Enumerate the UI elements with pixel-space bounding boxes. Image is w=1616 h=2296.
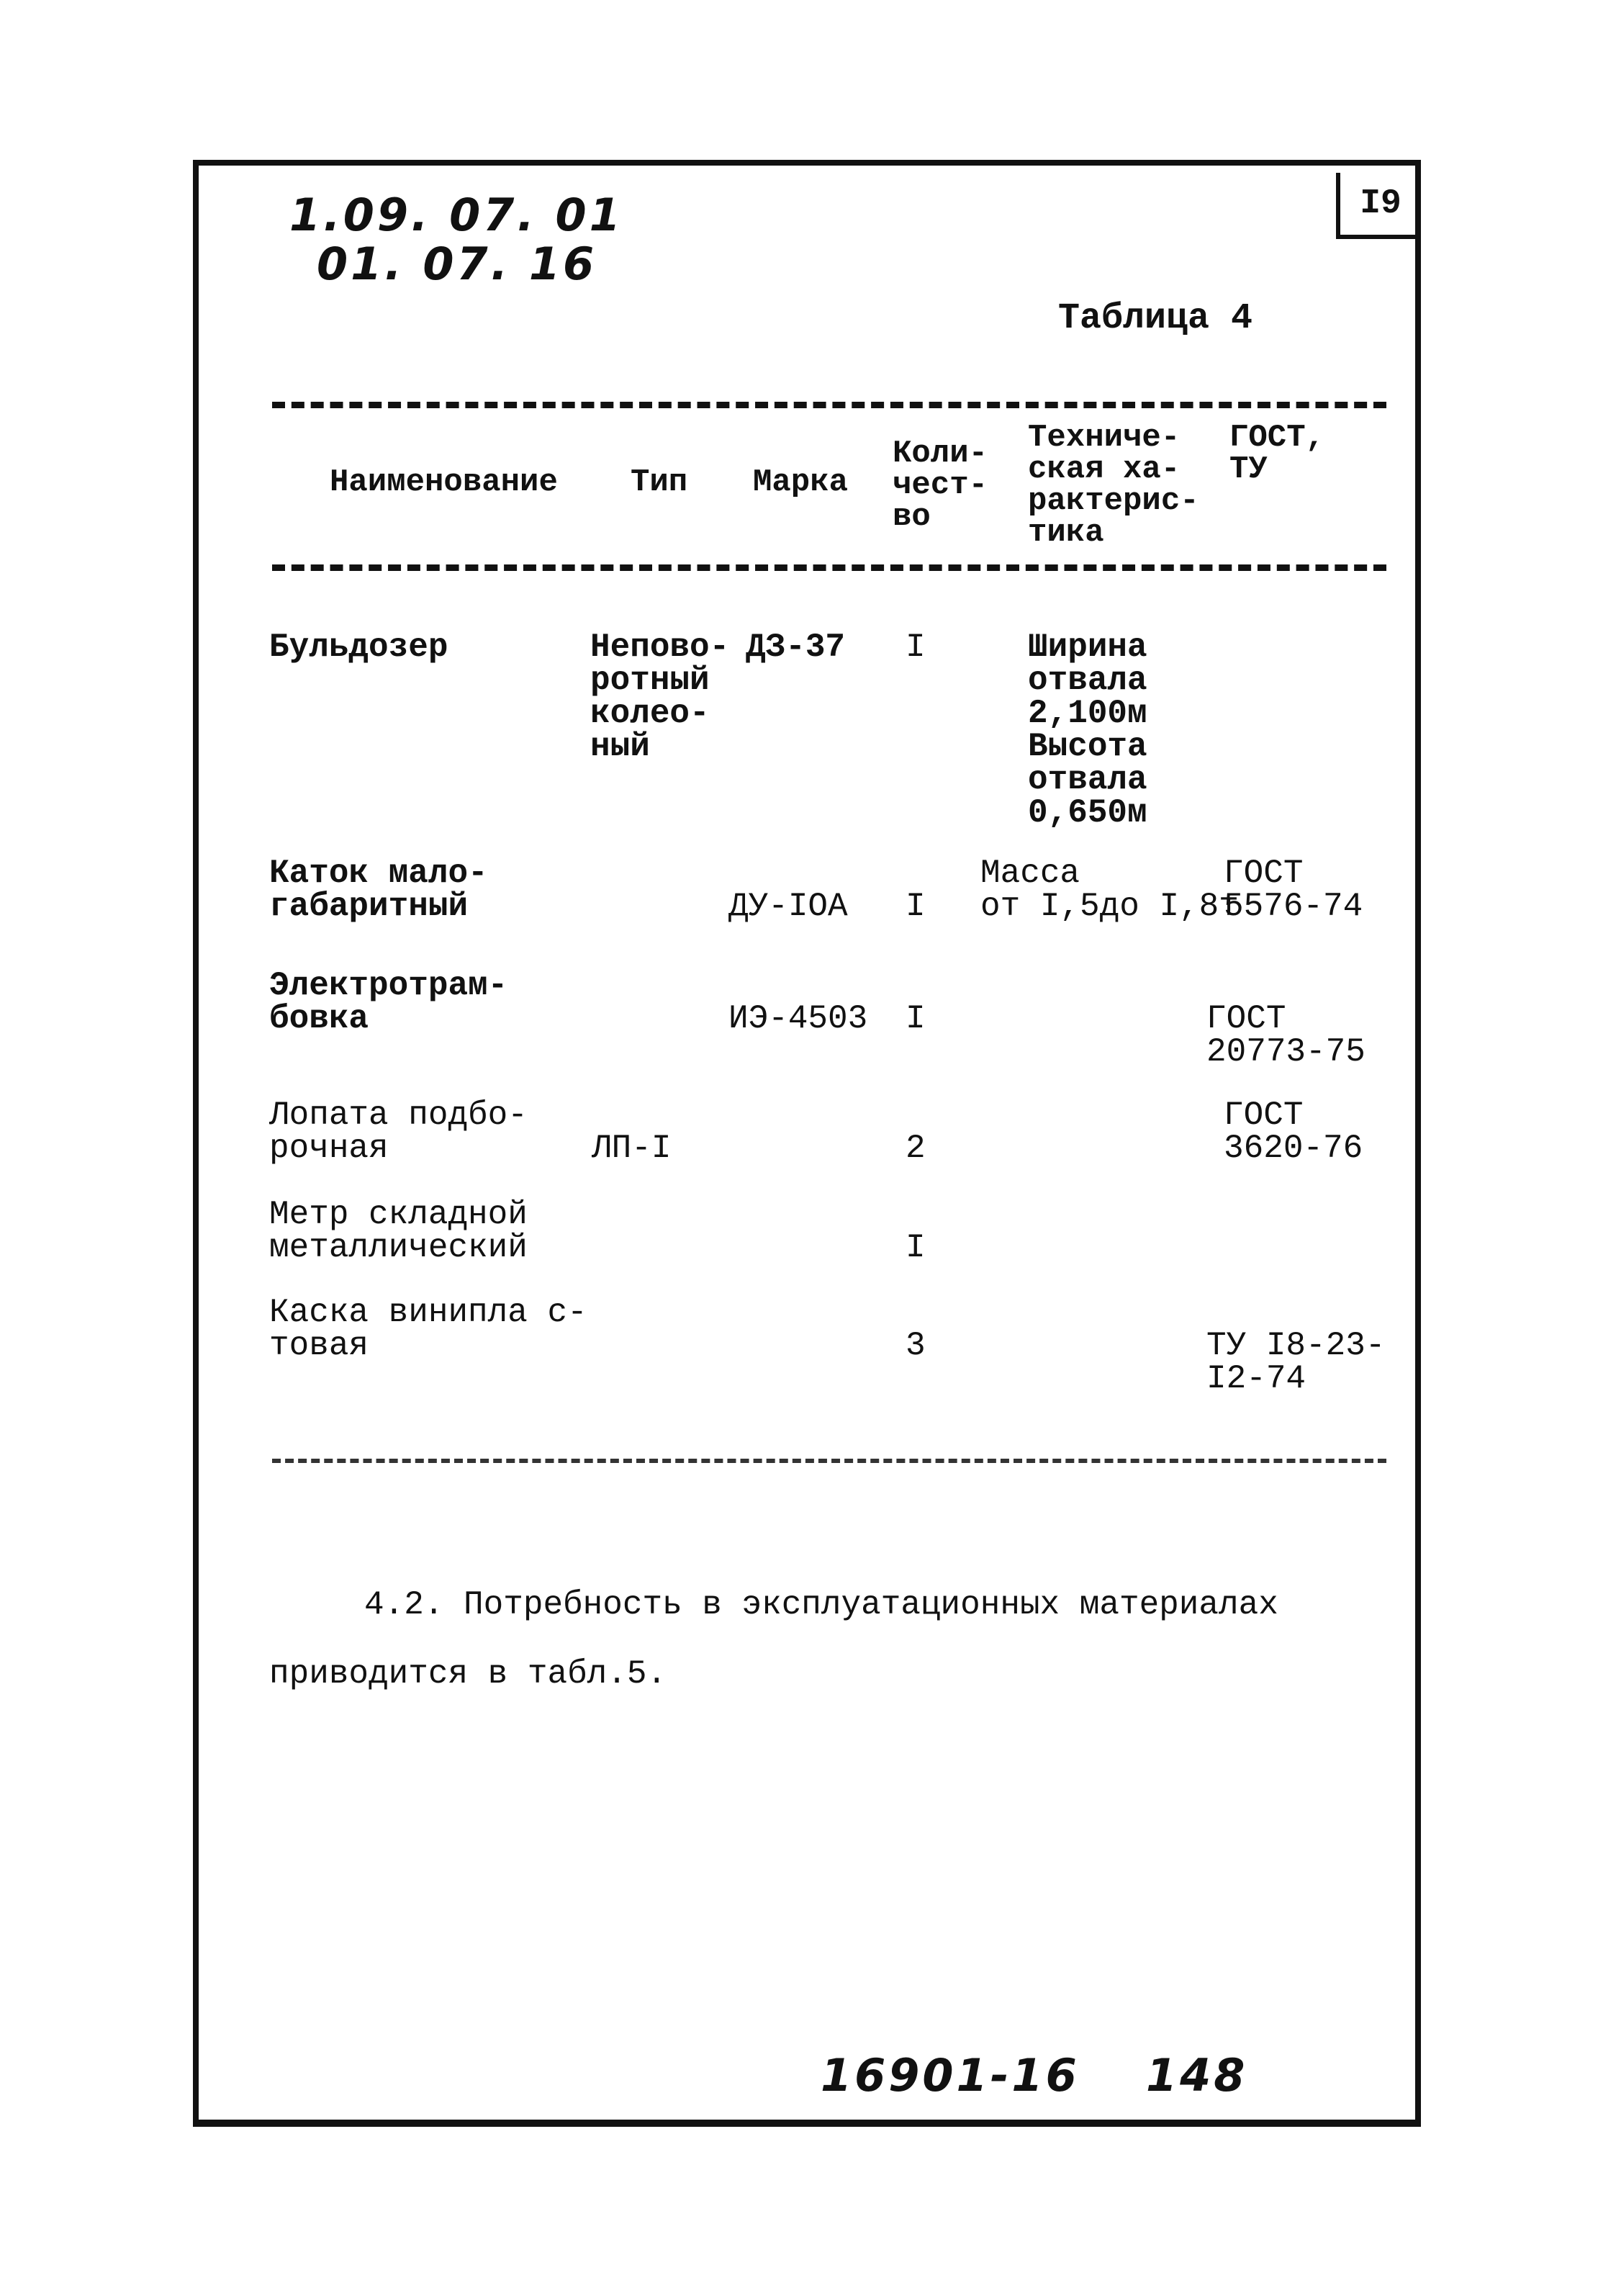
- row4-qty: 2: [906, 1130, 926, 1167]
- doc-code-2: 01. 07. 16: [317, 238, 597, 290]
- row2-gost: ГОСТ 5576-74: [1224, 855, 1363, 925]
- row1-type: Непово- ротный колео- ный: [590, 629, 730, 765]
- row4-name: Лопата подбо- рочная: [269, 1097, 528, 1167]
- row4-gost: ГОСТ 3620-76: [1224, 1097, 1363, 1167]
- header-gost: ГОСТ, ТУ: [1229, 420, 1325, 487]
- row1-spec: Ширина отвала 2,100м Высота отвала 0,650м: [1028, 629, 1147, 832]
- table-top-rule: [272, 402, 1386, 408]
- row6-gost: ТУ I8-23- I2-74: [1206, 1327, 1386, 1397]
- row2-qty: I: [906, 888, 926, 925]
- paragraph-line-2: приводится в табл.5.: [269, 1655, 667, 1693]
- header-spec: Техниче- ская ха- рактерис- тика: [1028, 420, 1199, 551]
- row1-brand: ДЗ-37: [746, 629, 846, 666]
- row5-name: Метр складной металлический: [269, 1196, 528, 1266]
- header-name: Наименование: [330, 464, 558, 500]
- row2-brand: ДУ-IOA: [728, 888, 848, 925]
- doc-code-1: 1.09. 07. 01: [289, 189, 623, 241]
- page-number: I9: [1336, 173, 1421, 239]
- row5-qty: I: [906, 1229, 926, 1266]
- row6-name: Каска винипла с- товая: [269, 1294, 587, 1364]
- row6-qty: 3: [906, 1327, 926, 1364]
- footer-code: 16901-16: [821, 2049, 1080, 2102]
- row3-name: Электротрам- бовка: [269, 967, 508, 1037]
- header-type: Тип: [631, 464, 688, 500]
- header-qty: Коли- чест- во: [893, 436, 988, 535]
- table-bottom-rule: [272, 1459, 1386, 1463]
- row3-qty: I: [906, 1000, 926, 1037]
- row1-name: Бульдозер: [269, 629, 448, 666]
- row2-spec: Масса от I,5до I,8т: [980, 855, 1239, 925]
- row3-gost: ГОСТ 20773-75: [1206, 1000, 1366, 1071]
- row2-name: Каток мало- габаритный: [269, 855, 488, 925]
- header-brand: Марка: [753, 464, 849, 500]
- footer-sheet: 148: [1146, 2049, 1248, 2102]
- table-caption: Таблица 4: [1058, 298, 1253, 339]
- paragraph-line-1: 4.2. Потребность в эксплуатационных материалах: [364, 1586, 1278, 1624]
- row3-brand: ИЭ-4503: [728, 1000, 868, 1037]
- row1-qty: I: [906, 629, 926, 666]
- table-header-rule: [272, 564, 1386, 571]
- row4-type: ЛП-I: [592, 1130, 672, 1167]
